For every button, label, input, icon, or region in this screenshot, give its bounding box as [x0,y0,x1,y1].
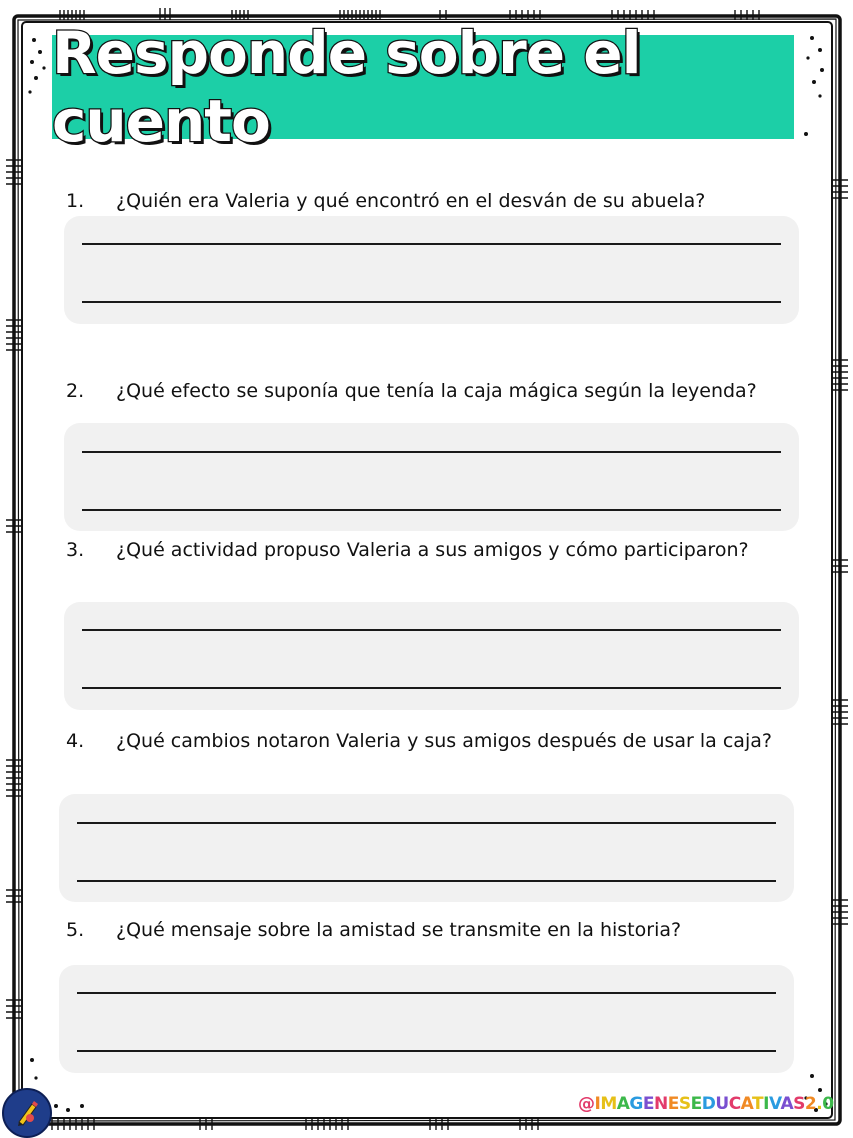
question-1 [66,190,806,212]
answer-line [82,301,781,303]
answer-line [82,243,781,245]
answer-line [82,509,781,511]
pencil-circle-logo-icon [2,1088,52,1138]
question-2 [66,380,806,402]
question-number: 5. [66,919,85,941]
answer-line [77,880,776,882]
question-number: 4. [66,730,85,752]
answer-box-5[interactable] [59,965,794,1073]
question-text: ¿Qué actividad propuso Valeria a sus amigos y cómo participaron? [116,539,749,561]
answer-box-1[interactable] [64,216,799,324]
question-text: ¿Qué mensaje sobre la amistad se transmite en la historia? [116,919,682,941]
answer-line [82,451,781,453]
question-5 [66,919,806,941]
answer-line [82,687,781,689]
answer-box-3[interactable] [64,602,799,710]
answer-line [77,992,776,994]
title-banner [52,19,794,155]
brand-watermark: @IMAGENESEDUCATIVAS2.0 [578,1094,834,1114]
question-number: 3. [66,539,85,561]
page-title: Responde sobre el cuento [52,19,641,155]
answer-line [77,1050,776,1052]
answer-line [82,629,781,631]
question-3 [66,539,806,561]
answer-box-4[interactable] [59,794,794,902]
question-number: 1. [66,190,85,212]
answer-box-2[interactable] [64,423,799,531]
answer-line [77,822,776,824]
question-4 [66,730,806,752]
question-text: ¿Qué cambios notaron Valeria y sus amigos después de usar la caja? [116,730,772,752]
question-text: ¿Qué efecto se suponía que tenía la caja mágica según la leyenda? [116,380,757,402]
question-text: ¿Quién era Valeria y qué encontró en el desván de su abuela? [116,190,706,212]
question-number: 2. [66,380,85,402]
